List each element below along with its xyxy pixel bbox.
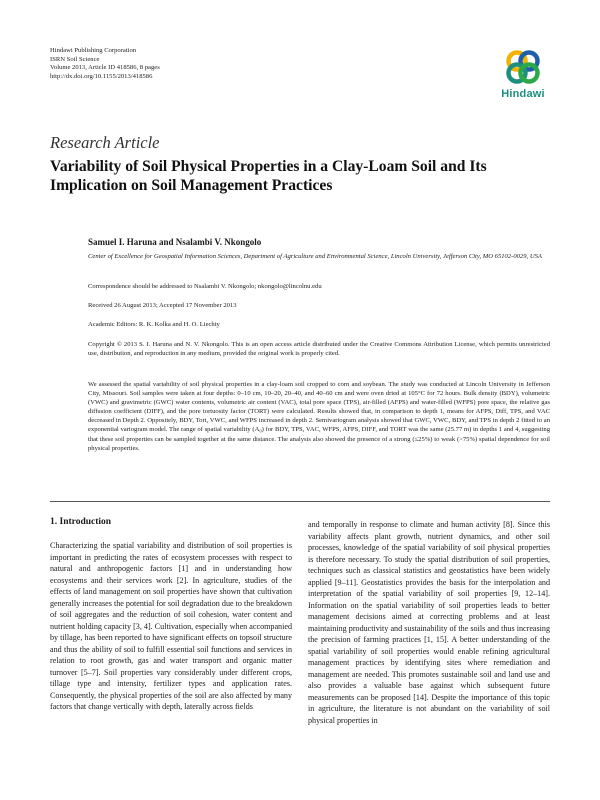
left-column	[50, 516, 292, 713]
copyright-notice: Copyright © 2013 S. I. Haruna and N. V. Nkongolo. This is an open access article distributed under the Creative Commons Attribution License, which permits unrestricted use, distribution, and reproduction in any medium, provided the original work is properly cited.	[88, 341, 550, 357]
abstract: We assessed the spatial variability of soil physical properties in a clay-loam soil cropped to corn and soybean. The study was conducted at Lincoln University in Jefferson City, Missouri. Soil samples were taken at four depths: 0–10 cm, 10–20, 20–40, and 40–60 cm and were oven dried at 105°C for 72 hours. Bulk density (BDY), volumetric (VWC) and gravimetric (GWC) water contents, volumetric air content (VAC), total pore space (TPS), air-filled (AFPS) and water-filled (WFPS) pore space, the relative gas diffusion coefficient (DIFF), and the pore tortuosity factor (TORT) were calculated. Results showed that, in comparison to depth 1, means for AFPS, Diff, TPS, and VAC decreased in Depth 2. Oppositely, BDY, Tort, VWC, and WFPS increased in depth 2. Semivariogram analysis showed that GWC, VWC, BDY, and TPS in depth 2 fitted to an exponential variogram model. The range of spatial variability (A₀) for BDY, TPS, VAC, WFPS, AFPS, DIFF, and TORT was the same (25.77 m) in depths 1 and 4, suggesting that these soil properties can be sampled together at the same distance. The analysis also showed the presence of a strong (≤25%) to weak (>75%) spatial dependence for soil physical properties.	[88, 381, 550, 452]
correspondence: Correspondence should be addressed to Nsalambi V. Nkongolo; nkongolo@lincolnu.edu	[88, 283, 322, 290]
received-accepted-dates: Received 26 August 2013; Accepted 17 November 2013	[88, 302, 237, 309]
hindawi-logo	[494, 47, 552, 107]
publication-info	[50, 47, 160, 81]
section-divider	[50, 501, 550, 502]
journal-name: ISRN Soil Science	[50, 55, 100, 63]
article-title: Variability of Soil Physical Properties in a Clay-Loam Soil and Its Implication on Soil Management Practices	[50, 158, 487, 194]
article-type: Research Article	[50, 133, 160, 152]
publisher-name: Hindawi Publishing Corporation	[50, 47, 137, 54]
author-list: Samuel I. Haruna and Nsalambi V. Nkongolo	[88, 237, 262, 247]
right-column	[308, 519, 550, 726]
logo-wordmark: Hindawi	[501, 88, 545, 100]
affiliation: Center of Excellence for Geospatial Information Sciences, Department of Agriculture and Environmental Science, Lincoln University, Jefferson City, MO 65102-0029, USA	[88, 253, 542, 260]
left-column-text: Characterizing the spatial variability and distribution of soil properties is important in predicting the rates of ecosystem processes with respect to natural and anthropogenic factors [1] and in understanding how ecosystems and their services work [2]. In agriculture, studies of the effects of land management on soil properties have shown that cultivation generally increases the potential for soil degradation due to the breakdown of soil aggregates and the reduction of soil cohesion, water content and nutrient holding capacity [3, 4]. Cultivation, especially when accompanied by tillage, has been reported to have significant effects on topsoil structure and thus the ability of soil to fulfill essential soil functions and services in relation to root growth, gas and water transport and organic matter turnover [5–7]. Soil properties vary considerably under different crops, tillage type and intensity, fertilizer types and application rates. Consequently, the physical properties of the soil are also affected by many factors that change vertically with depth, laterally across fields	[50, 541, 292, 711]
hindawi-logo-icon	[503, 47, 543, 87]
volume-info: Volume 2013, Article ID 418586, 8 pages	[50, 64, 160, 72]
academic-editors: Academic Editors: R. K. Kolka and H. O. Liechty	[88, 321, 220, 328]
section-heading: 1. Introduction	[50, 517, 112, 527]
right-column-text: and temporally in response to climate and human activity [8]. Since this variability affects plant growth, nutrient dynamics, and other soil processes, knowledge of the spatial variability of soil physical properties is therefore necessary. To study the spatial distribution of soil properties, techniques such as classical statistics and geostatistics have been widely applied [9–11]. Geostatistics provides the basis for the interpolation and interpretation of the spatial variability of soil properties [9, 12–14]. Information on the spatial variability of soil properties leads to better management decisions aimed at correcting problems and at least maintaining productivity and sustainability of the soils and thus increasing the precision of farming practices [1, 15]. A better understanding of the spatial variability of soil properties would enable refining agricultural management practices by identifying sites where remediation and management are needed. This promotes sustainable soil and land use and also provides a valuable base against which subsequent future measurements can be proposed [14]. Despite the importance of this topic in agriculture, the literature is not abundant on the variability of soil physical properties in	[308, 520, 550, 725]
doi-link[interactable]: http://dx.doi.org/10.1155/2013/418586	[50, 72, 153, 80]
